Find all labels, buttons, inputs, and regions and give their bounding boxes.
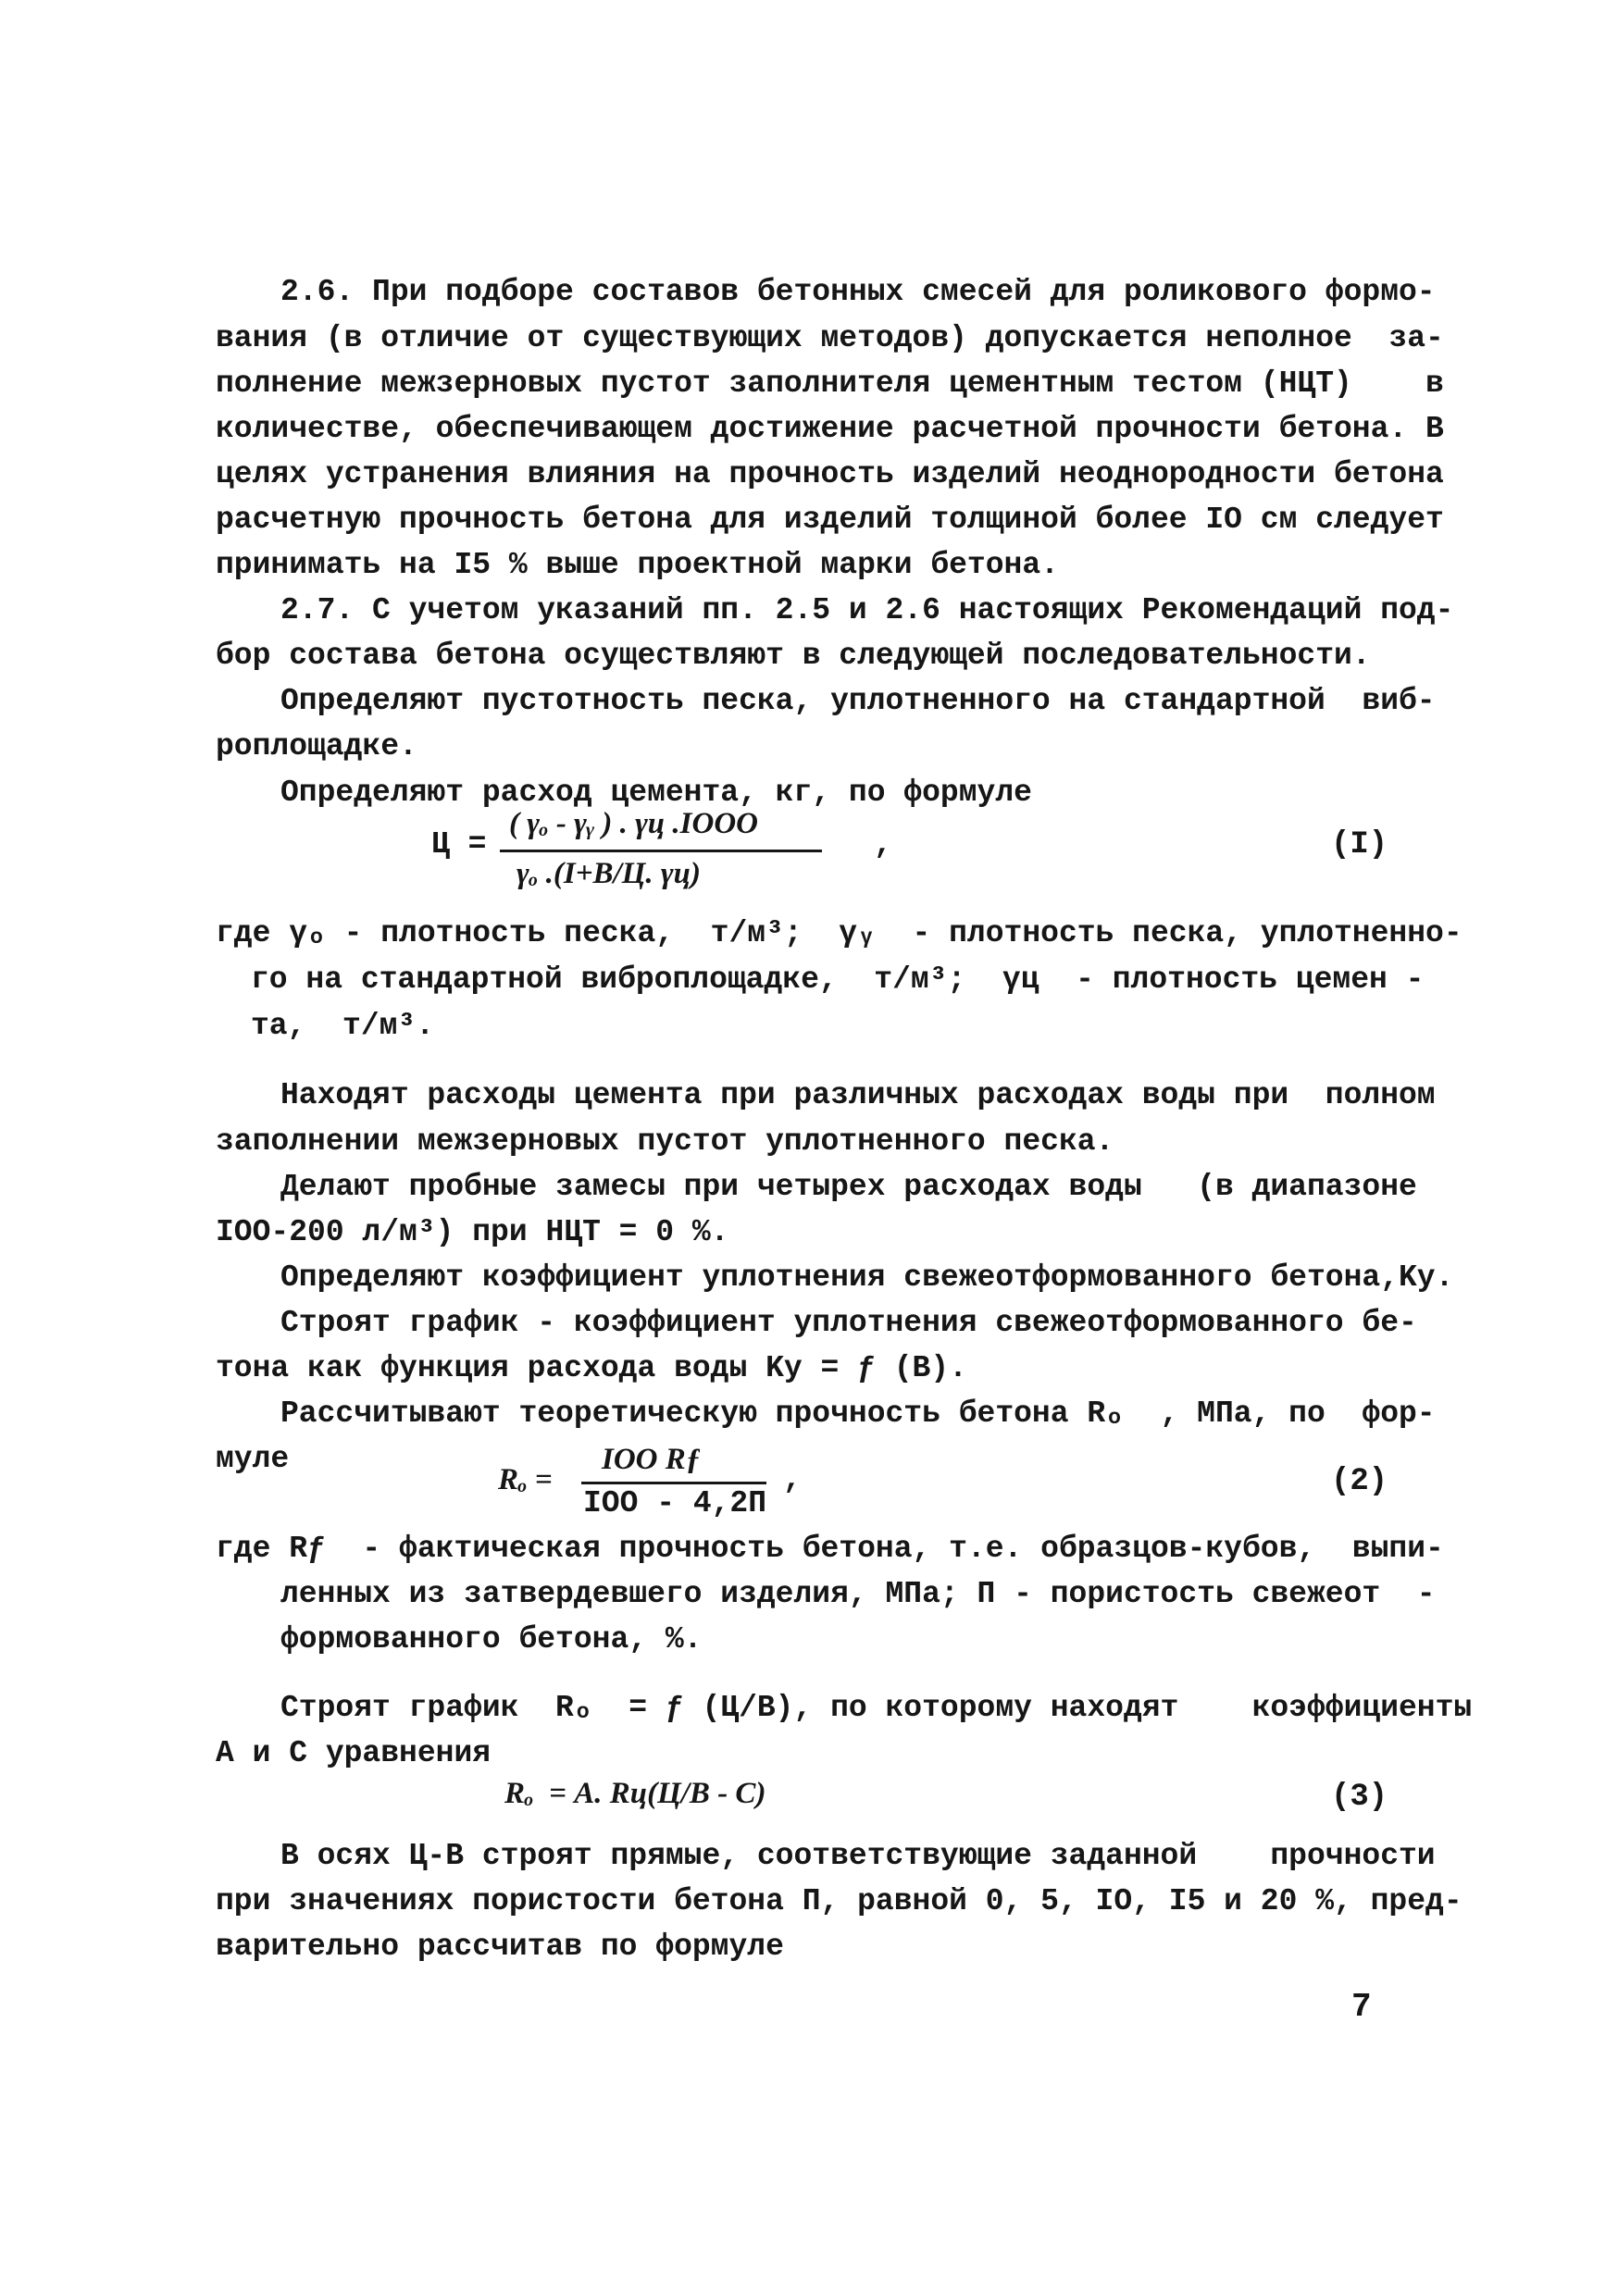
text-line: принимать на I5 % выше проектной марки бетона. [216, 548, 1059, 582]
page-number: 7 [1351, 1988, 1372, 2026]
text-line: Определяют пустотность песка, уплотненного на стандартной виб- [280, 684, 1436, 718]
text-line: заполнении межзерновых пустот уплотненного песка. [216, 1124, 1114, 1159]
text-line: где γₒ - плотность песка, т/м³; γᵧ - плотность песка, уплотненно- [216, 916, 1462, 950]
text-line: Находят расходы цемента при различных расходах воды при полном [280, 1078, 1436, 1112]
text-line: 2.7. С учетом указаний пп. 2.5 и 2.6 настоящих Рекомендаций под- [280, 593, 1454, 627]
formula-3-body: Rₒ = А. Rц(Ц/B - С) [504, 1777, 766, 1810]
formula-2-numerator: IOO Rƒ [602, 1443, 702, 1476]
text-line: муле [216, 1442, 290, 1476]
text-line: количестве, обеспечивающем достижение расчетной прочности бетона. В [216, 412, 1444, 446]
text-line: Определяют расход цемента, кг, по формуле [280, 776, 1032, 810]
text-line: А и С уравнения [216, 1736, 492, 1770]
text-line: та, т/м³. [251, 1009, 435, 1043]
text-line: роплощадке. [216, 729, 417, 763]
text-line: 2.6. При подборе составов бетонных смесей для роликового формо- [280, 275, 1436, 309]
formula-1-comma: , [874, 827, 892, 862]
text-line: при значениях пористости бетона П, равной 0, 5, IO, I5 и 20 %, пред- [216, 1884, 1462, 1918]
text-line: Определяют коэффициент уплотнения свежеотформованного бетона,Kу. [280, 1260, 1454, 1295]
formula-1-denominator: γₒ .(I+B/Ц. γц) [517, 857, 701, 890]
formula-1-numerator: ( γₒ - γᵧ ) . γц .IOOO [509, 807, 758, 840]
text-line: целях устранения влияния на прочность изделий неоднородности бетона [216, 457, 1444, 491]
formula-2-comma: , [783, 1462, 802, 1496]
text-line: вания (в отличие от существующих методов) допускается неполное за- [216, 321, 1444, 355]
text-line: ленных из затвердевшего изделия, МПа; П - пористость свежеот - [280, 1577, 1436, 1611]
text-line: го на стандартной виброплощадке, т/м³; γц - плотность цемен - [251, 962, 1425, 997]
equation-number-2: (2) [1331, 1464, 1388, 1499]
equation-number-3: (3) [1331, 1780, 1388, 1815]
text-line: Строят график Rₒ = ƒ (Ц/B), по которому находят коэффициенты [280, 1691, 1473, 1725]
text-line: Строят график - коэффициент уплотнения свежеотформованного бе- [280, 1306, 1417, 1340]
text-line: формованного бетона, %. [280, 1622, 703, 1657]
text-line: варительно рассчитав по формуле [216, 1930, 784, 1964]
formula-2-denominator: IOO - 4,2П [583, 1486, 767, 1520]
text-line: где Rƒ - фактическая прочность бетона, т.е. образцов-кубов, выпи- [216, 1532, 1444, 1566]
fraction-bar [500, 850, 822, 852]
text-line: расчетную прочность бетона для изделий толщиной более IO см следует [216, 503, 1444, 537]
text-line: бор состава бетона осуществляют в следующей последовательности. [216, 639, 1371, 673]
text-line: Делают пробные замесы при четырех расходах воды (в диапазоне [280, 1170, 1417, 1204]
text-line: полнение межзерновых пустот заполнителя цементным тестом (НЦТ) в [216, 366, 1444, 401]
formula-1-lhs: Ц = [431, 827, 487, 862]
text-line: В осях Ц-B строят прямые, соответствующие заданной прочности [280, 1839, 1436, 1873]
equation-number-1: (I) [1331, 827, 1388, 863]
text-line: Рассчитывают теоретическую прочность бетона Rₒ , МПа, по фор- [280, 1396, 1436, 1431]
text-line: IOO-200 л/м³) при НЦТ = 0 %. [216, 1215, 729, 1249]
text-line: тона как функция расхода воды Kу = ƒ (B). [216, 1351, 967, 1385]
formula-2-lhs: Rₒ = [498, 1463, 553, 1496]
